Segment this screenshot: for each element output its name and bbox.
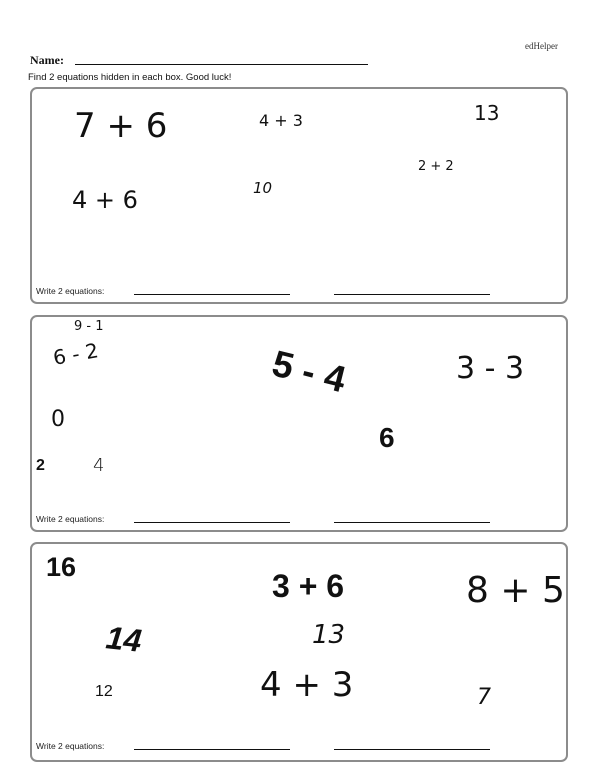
box1-item: 13 (474, 101, 500, 125)
write-equations-label: Write 2 equations: (36, 514, 105, 524)
box2-item: 6 - 2 (51, 338, 101, 370)
puzzle-box-1 (30, 87, 568, 304)
answer-line-2[interactable] (334, 294, 490, 295)
box3-item: 13 (312, 620, 346, 650)
box2-item: 0 (51, 407, 65, 432)
brand-label: edHelper (525, 41, 558, 51)
answer-line-1[interactable] (134, 294, 290, 295)
name-label: Name: (30, 53, 64, 67)
box3-item: 12 (95, 683, 113, 700)
box1-item: 2 + 2 (418, 159, 454, 174)
write-equations-label: Write 2 equations: (36, 286, 105, 296)
box2-item: 4 (93, 455, 105, 476)
box3-item: 4 + 3 (260, 665, 354, 705)
box1-item: 10 (253, 179, 273, 197)
box2-item: 6 (379, 422, 395, 453)
instructions: Find 2 equations hidden in each box. Good luck! (28, 72, 232, 83)
box2-item: 2 (36, 457, 45, 474)
puzzle-box-2 (30, 315, 568, 532)
box3-item: 16 (46, 552, 77, 582)
name-input-line[interactable] (75, 64, 368, 65)
box3-item: 3 + 6 (272, 568, 345, 604)
box3-item: 7 (477, 685, 491, 710)
box2-item: 5 - 4 (268, 342, 350, 401)
box1-item: 7 + 6 (74, 106, 168, 146)
box3-item: 8 + 5 (466, 570, 565, 611)
answer-line-2[interactable] (334, 749, 490, 750)
box3-item: 14 (104, 619, 144, 659)
answer-line-1[interactable] (134, 522, 290, 523)
box2-item: 9 - 1 (74, 319, 104, 334)
box1-item: 4 + 6 (72, 186, 138, 214)
answer-line-1[interactable] (134, 749, 290, 750)
answer-line-2[interactable] (334, 522, 490, 523)
box2-item: 3 - 3 (456, 351, 525, 386)
write-equations-label: Write 2 equations: (36, 741, 105, 751)
box1-item: 4 + 3 (259, 111, 303, 130)
puzzle-box-3 (30, 542, 568, 762)
